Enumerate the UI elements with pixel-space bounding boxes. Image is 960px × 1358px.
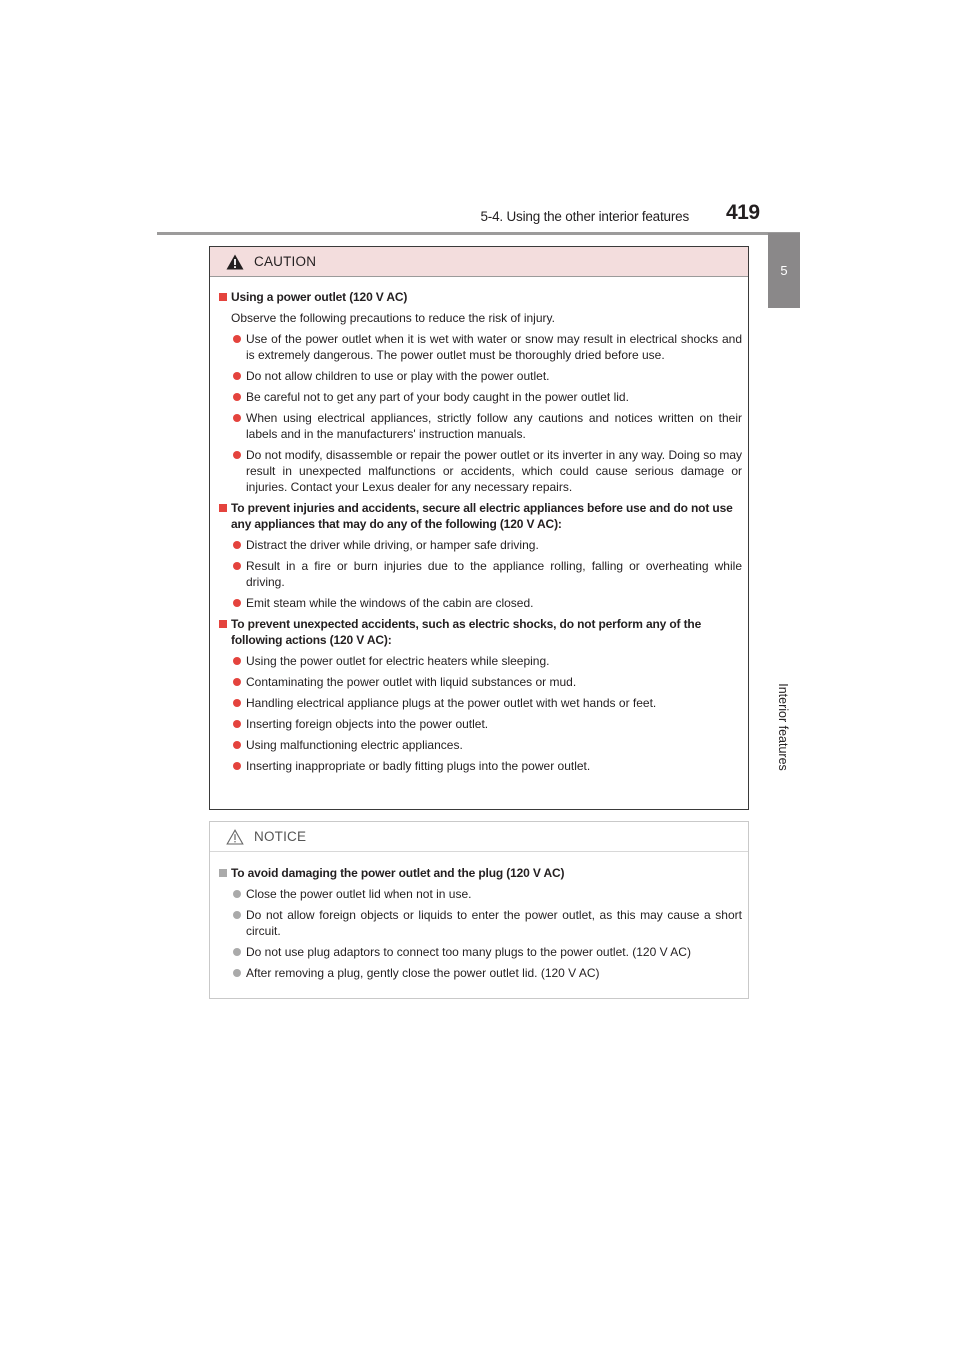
round-bullet-icon bbox=[233, 372, 241, 380]
square-bullet-icon bbox=[219, 293, 227, 301]
notice-bullet: Do not allow foreign objects or liquids to enter the power outlet, as this may cause a short circuit. bbox=[218, 907, 742, 939]
caution-section-intro: Observe the following precautions to reduce the risk of injury. bbox=[231, 311, 555, 325]
round-bullet-icon bbox=[233, 948, 241, 956]
round-bullet-icon bbox=[233, 451, 241, 459]
round-bullet-icon bbox=[233, 562, 241, 570]
round-bullet-icon bbox=[233, 720, 241, 728]
square-bullet-icon bbox=[219, 504, 227, 512]
round-bullet-icon bbox=[233, 699, 241, 707]
notice-section-heading: To avoid damaging the power outlet and the plug (120 V AC) bbox=[218, 865, 742, 881]
page-number: 419 bbox=[726, 201, 760, 224]
warning-triangle-outline-icon bbox=[226, 829, 244, 845]
square-bullet-icon bbox=[219, 869, 227, 877]
notice-bullet: Do not use plug adaptors to connect too many plugs to the power outlet. (120 V AC) bbox=[218, 944, 742, 960]
round-bullet-icon bbox=[233, 741, 241, 749]
caution-bullet: Using the power outlet for electric heaters while sleeping. bbox=[218, 653, 742, 669]
caution-bullet: Do not modify, disassemble or repair the power outlet or its inverter in any way. Doing so may result in unexpected malfunctions or accidents, which could cause serious damage or injuries. Contact your Lexus dealer for any necessary repairs. bbox=[218, 447, 742, 495]
caution-body bbox=[210, 277, 748, 774]
round-bullet-icon bbox=[233, 414, 241, 422]
round-bullet-icon bbox=[233, 911, 241, 919]
round-bullet-icon bbox=[233, 969, 241, 977]
chapter-number: 5 bbox=[780, 263, 788, 278]
section-title: 5-4. Using the other interior features bbox=[480, 209, 689, 224]
notice-header bbox=[210, 822, 748, 852]
caution-section-heading: Using a power outlet (120 V AC) bbox=[218, 289, 742, 305]
round-bullet-icon bbox=[233, 762, 241, 770]
caution-title: CAUTION bbox=[254, 254, 317, 269]
caution-header bbox=[210, 247, 748, 277]
caution-bullet: Contaminating the power outlet with liquid substances or mud. bbox=[218, 674, 742, 690]
header-rule bbox=[157, 232, 800, 235]
caution-section-heading: To prevent unexpected accidents, such as electric shocks, do not perform any of the following actions (120 V AC): bbox=[218, 616, 742, 648]
caution-bullet: Distract the driver while driving, or hamper safe driving. bbox=[218, 537, 742, 553]
caution-bullet: Be careful not to get any part of your body caught in the power outlet lid. bbox=[218, 389, 742, 405]
round-bullet-icon bbox=[233, 541, 241, 549]
round-bullet-icon bbox=[233, 599, 241, 607]
caution-bullet: Inserting inappropriate or badly fitting plugs into the power outlet. bbox=[218, 758, 742, 774]
caution-bullet: When using electrical appliances, strictly follow any cautions and notices written on their labels and in the manufacturers' instruction manuals. bbox=[218, 410, 742, 442]
caution-box bbox=[209, 246, 749, 810]
caution-bullet: Inserting foreign objects into the power outlet. bbox=[218, 716, 742, 732]
caution-bullet: Handling electrical appliance plugs at the power outlet with wet hands or feet. bbox=[218, 695, 742, 711]
chapter-tab bbox=[768, 233, 800, 308]
round-bullet-icon bbox=[233, 393, 241, 401]
notice-bullet: After removing a plug, gently close the power outlet lid. (120 V AC) bbox=[218, 965, 742, 981]
notice-title: NOTICE bbox=[254, 829, 307, 844]
round-bullet-icon bbox=[233, 678, 241, 686]
round-bullet-icon bbox=[233, 890, 241, 898]
notice-bullet: Close the power outlet lid when not in use. bbox=[218, 886, 742, 902]
chapter-title: Interior features bbox=[776, 683, 791, 771]
notice-body bbox=[210, 852, 748, 981]
round-bullet-icon bbox=[233, 657, 241, 665]
square-bullet-icon bbox=[219, 620, 227, 628]
caution-bullet: Emit steam while the windows of the cabin are closed. bbox=[218, 595, 742, 611]
warning-triangle-icon bbox=[226, 254, 244, 270]
caution-section-heading: To prevent injuries and accidents, secure all electric appliances before use and do not use any appliances that may do any of the following (120 V AC): bbox=[218, 500, 742, 532]
notice-box bbox=[209, 821, 749, 999]
caution-bullet: Result in a fire or burn injuries due to the appliance rolling, falling or overheating while driving. bbox=[218, 558, 742, 590]
caution-bullet: Use of the power outlet when it is wet with water or snow may result in electrical shocks and is extremely dangerous. The power outlet must be thoroughly dried before use. bbox=[218, 331, 742, 363]
chapter-side-label bbox=[766, 672, 800, 782]
caution-bullet: Using malfunctioning electric appliances. bbox=[218, 737, 742, 753]
caution-bullet: Do not allow children to use or play with the power outlet. bbox=[218, 368, 742, 384]
round-bullet-icon bbox=[233, 335, 241, 343]
